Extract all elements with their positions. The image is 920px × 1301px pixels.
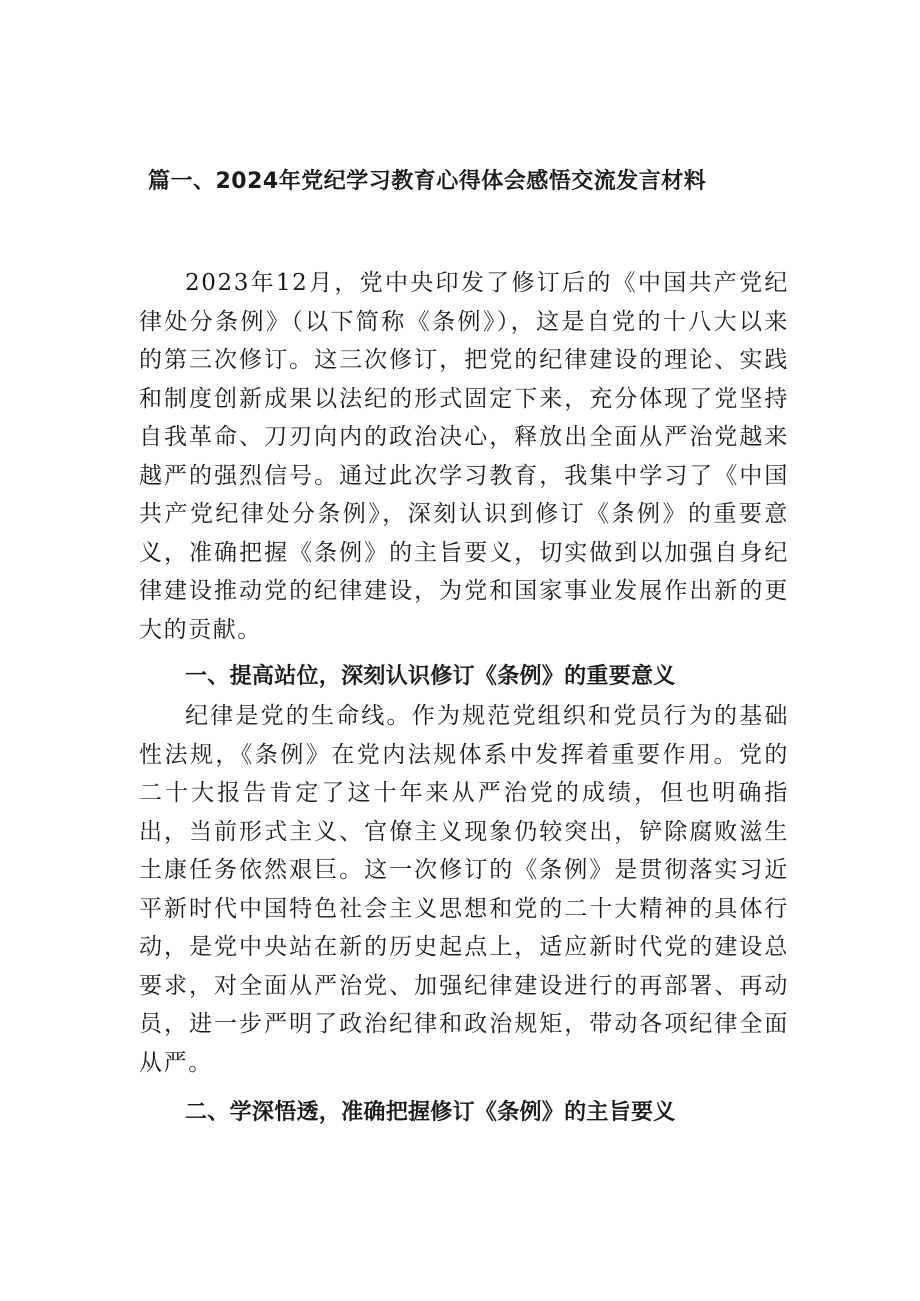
intro-paragraph: 2023年12月，党中央印发了修订后的《中国共产党纪律处分条例》（以下简称《条例》），这是自党的十八大以来的第三次修订。这三次修订，把党的纪律建设的理论、实践和制度创新成果以法纪的形式固定下来，充分体现了党坚持自我革命、刀刃向内的政治决心，释放出全面从严治党越来越严的强烈信号。通过此次学习教育，我集中学习了《中国共产党纪律处分条例》，深刻认识到修订《条例》的重要意义，准确把握《条例》的主旨要义，切实做到以加强自身纪律建设推动党的纪律建设，为党和国家事业发展作出新的更大的贡献。 bbox=[139, 270, 789, 643]
section-2 bbox=[139, 1094, 789, 1132]
section-1-heading: 一、提高站位，深刻认识修订《条例》的重要意义 bbox=[185, 664, 676, 689]
section-2-heading: 二、学深悟透，准确把握修订《条例》的主旨要义 bbox=[185, 1100, 676, 1125]
document-title: 篇一、2024年党纪学习教育心得体会感悟交流发言材料 bbox=[148, 169, 707, 194]
section-1-paragraph: 纪律是党的生命线。作为规范党组织和党员行为的基础性法规，《条例》在党内法规体系中发挥着重要作用。党的二十大报告肯定了这十年来从严治党的成绩，但也明确指出，当前形式主义、官僚主义现象仍较突出，铲除腐败滋生土康任务依然艰巨。这一次修订的《条例》是贯彻落实习近平新时代中国特色社会主义思想和党的二十大精神的具体行动，是党中央站在新的历史起点上，适应新时代党的建设总要求，对全面从严治党、加强纪律建设进行的再部署、再动员，进一步严明了政治纪律和政治规矩，带动各项纪律全面从严。 bbox=[139, 703, 789, 1076]
section-1-body bbox=[139, 697, 789, 1082]
intro-block bbox=[139, 264, 789, 649]
section-1 bbox=[139, 658, 789, 696]
